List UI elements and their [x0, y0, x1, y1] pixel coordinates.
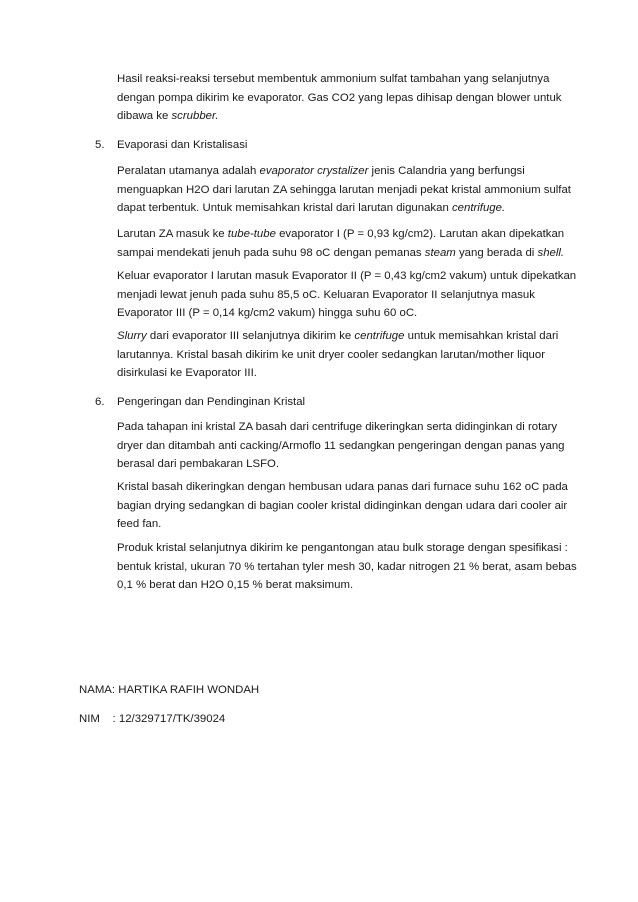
text-line: Larutan ZA masuk ke tube-tube evaporator I (P = 0,93 kg/cm2). Larutan akan dipekatkan — [117, 228, 565, 240]
text-line: Produk kristal selanjutnya dikirim ke pengantongan atau bulk storage dengan spesifikasi : — [117, 542, 568, 554]
paragraph-tahapan — [117, 418, 567, 474]
section-heading-pengeringan: Pengeringan dan Pendinginan Kristal — [117, 396, 306, 408]
paragraph-larutan-za — [117, 225, 567, 262]
paragraph-kristal-basah — [117, 478, 567, 534]
text-line: Keluar evaporator I larutan masuk Evaporator II (P = 0,43 kg/cm2 vakum) untuk dipekatkan — [117, 270, 577, 282]
text-line: dengan pompa dikirim ke evaporator. Gas CO2 yang lepas dihisap dengan blower untuk — [117, 91, 562, 104]
text-line: dryer dan ditambah anti cacking/Armoflo 11 sedangkan pengeringan dengan panas yang — [117, 439, 565, 452]
text-line: Peralatan utamanya adalah evaporator crystalizer jenis Calandria yang berfungsi — [117, 165, 525, 177]
text-line: Pada tahapan ini kristal ZA basah dari centrifuge dikeringkan serta didinginkan di rotary — [117, 421, 558, 433]
text-line: Evaporator III (P = 0,14 kg/cm2 vakum) hingga suhu 60 oC. — [117, 307, 418, 320]
text-line: menguapkan H2O dari larutan ZA sehingga larutan menjadi pekat kristal ammonium sulfat — [117, 183, 571, 196]
paragraph-peralatan — [117, 162, 571, 218]
paragraph-produk — [117, 539, 577, 595]
text-line: dapat terbentuk. Untuk memisahkan kristal dari larutan digunakan centrifuge. — [117, 202, 506, 215]
list-number-5: 5. — [95, 139, 105, 151]
text-line: feed fan. — [117, 518, 162, 531]
text-line: larutannya. Kristal basah dikirim ke unit dryer cooler sedangkan larutan/mother liquor — [117, 348, 545, 361]
text-line: dibawa ke scrubber. — [117, 110, 219, 123]
text-line: sampai mendekati jenuh pada suhu 98 oC dengan pemanas steam yang berada di shell. — [117, 246, 565, 259]
paragraph-reaksi — [117, 70, 567, 126]
text-line: Slurry dari evaporator III selanjutnya dikirim ke centrifuge untuk memisahkan kristal dari — [117, 330, 559, 342]
text-line: Hasil reaksi-reaksi tersebut membentuk ammonium sulfat tambahan yang selanjutnya — [117, 73, 550, 85]
text-line: bentuk kristal, ukuran 70 % tertahan tyler mesh 30, kadar nitrogen 21 % berat, asam bebas — [117, 560, 577, 573]
text-line: bagian drying sedangkan di bagian cooler kristal didinginkan dengan udara dari cooler air — [117, 499, 568, 512]
text-line: Kristal basah dikeringkan dengan hembusan udara panas dari furnace suhu 162 oC pada — [117, 481, 568, 493]
section-heading-evaporasi: Evaporasi dan Kristalisasi — [117, 139, 248, 151]
text-line: menjadi lewat jenuh pada suhu 85,5 oC. Keluaran Evaporator II selanjutnya masuk — [117, 288, 535, 301]
text-line: 0,1 % berat dan H2O 0,15 % berat maksimum. — [117, 579, 354, 592]
list-number-6: 6. — [95, 396, 105, 408]
paragraph-evaporator-ii — [117, 267, 577, 323]
text-line: disirkulasi ke Evaporator III. — [117, 367, 257, 380]
paragraph-slurry — [117, 327, 567, 383]
text-line: berasal dari pembakaran LSFO. — [117, 458, 280, 471]
author-nim: NIM : 12/329717/TK/39024 — [79, 713, 226, 725]
author-name: NAMA: HARTIKA RAFIH WONDAH — [79, 684, 260, 696]
